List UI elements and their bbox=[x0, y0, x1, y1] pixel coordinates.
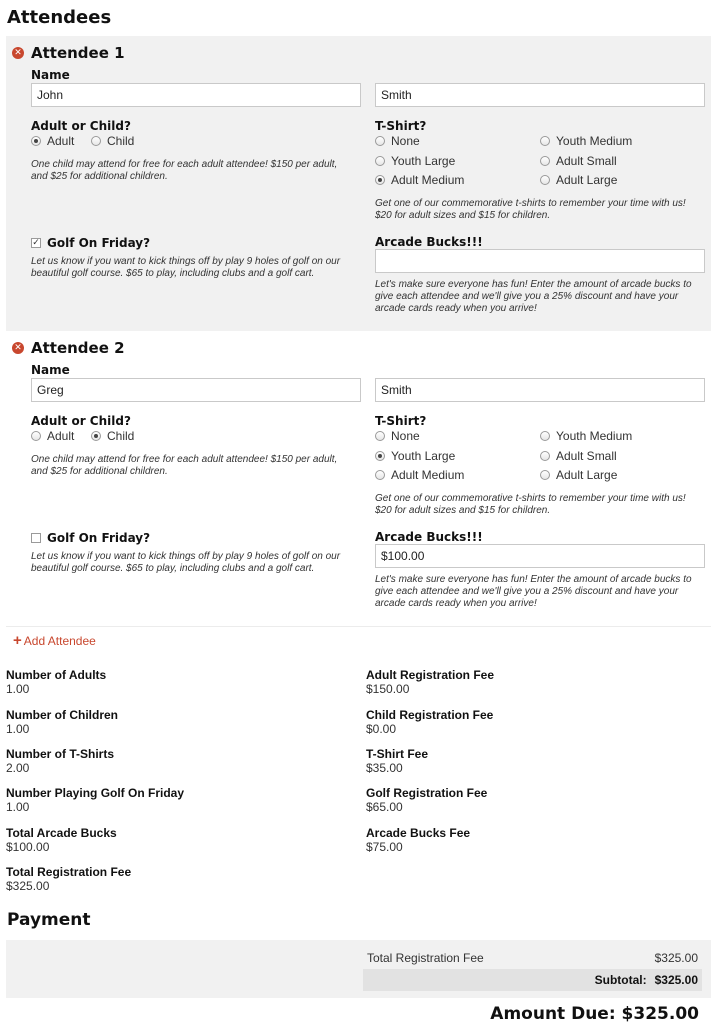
summary-golf bbox=[6, 786, 184, 814]
radio-child[interactable] bbox=[91, 429, 134, 443]
subtotal-label: Subtotal: bbox=[594, 973, 647, 987]
payment-line-label: Total Registration Fee bbox=[367, 951, 484, 965]
summary-label: Total Registration Fee bbox=[6, 865, 132, 879]
payment-line bbox=[363, 947, 702, 969]
radio-label: Child bbox=[107, 429, 135, 443]
golf-label: Golf On Friday? bbox=[47, 531, 151, 545]
summary-value: $325.00 bbox=[6, 879, 50, 893]
add-attendee-label: Add Attendee bbox=[23, 634, 96, 648]
summary-value: $0.00 bbox=[366, 722, 397, 736]
attendee-title: Attendee 2 bbox=[31, 339, 125, 357]
radio-dot bbox=[375, 136, 385, 146]
radio-dot bbox=[31, 431, 41, 441]
summary-value: 1.00 bbox=[6, 682, 30, 696]
arcade-label: Arcade Bucks!!! bbox=[375, 235, 483, 249]
attendee-header bbox=[12, 339, 125, 357]
attendee-panel bbox=[6, 331, 711, 626]
summary-arcade bbox=[6, 826, 117, 854]
summary-label: Total Arcade Bucks bbox=[6, 826, 117, 840]
adult-child-label: Adult or Child? bbox=[31, 414, 131, 428]
summary-label: T-Shirt Fee bbox=[366, 747, 429, 761]
adult-child-label: Adult or Child? bbox=[31, 119, 131, 133]
golf-help: Let us know if you want to kick things off by play 9 holes of golf on our beautiful golf course. $65 to play, including clubs and a golf cart. bbox=[31, 551, 341, 574]
summary-golf-fee bbox=[366, 786, 487, 814]
summary-arcade-fee bbox=[366, 826, 470, 854]
radio-label: Youth Medium bbox=[556, 134, 633, 148]
radio-child[interactable] bbox=[91, 134, 134, 148]
radio-label: None bbox=[391, 134, 420, 148]
radio-label: Youth Large bbox=[391, 449, 456, 463]
radio-label: Adult Small bbox=[556, 449, 617, 463]
radio-shirt-youth-large[interactable] bbox=[375, 449, 455, 463]
radio-label: Adult bbox=[47, 429, 75, 443]
radio-label: Adult bbox=[47, 134, 75, 148]
radio-dot bbox=[540, 136, 550, 146]
last-name-input[interactable]: Smith bbox=[375, 83, 705, 107]
summary-label: Golf Registration Fee bbox=[366, 786, 488, 800]
plus-icon: + bbox=[13, 632, 22, 649]
summary-value: 1.00 bbox=[6, 722, 30, 736]
summary-label: Number of T-Shirts bbox=[6, 747, 115, 761]
adult-child-help: One child may attend for free for each adult attendee! $150 per adult, and $25 for additional children. bbox=[31, 454, 338, 477]
summary-children bbox=[6, 708, 118, 736]
summary-adult-fee bbox=[366, 668, 494, 696]
summary-label: Number of Adults bbox=[6, 668, 107, 682]
radio-shirt-youth-medium[interactable] bbox=[540, 429, 632, 443]
divider bbox=[6, 626, 711, 627]
radio-shirt-youth-medium[interactable] bbox=[540, 134, 632, 148]
tshirt-help: Get one of our commemorative t-shirts to remember your time with us! $20 for adult sizes and $15 for children. bbox=[375, 198, 686, 221]
attendee-panel bbox=[6, 36, 711, 331]
arcade-input[interactable]: $100.00 bbox=[375, 544, 705, 568]
radio-adult[interactable] bbox=[31, 134, 74, 148]
radio-dot bbox=[91, 136, 101, 146]
summary-label: Child Registration Fee bbox=[366, 708, 494, 722]
attendee-title: Attendee 1 bbox=[31, 44, 125, 62]
summary-value: $35.00 bbox=[366, 761, 403, 775]
arcade-label: Arcade Bucks!!! bbox=[375, 530, 483, 544]
last-name-input[interactable]: Smith bbox=[375, 378, 705, 402]
radio-dot bbox=[540, 470, 550, 480]
radio-shirt-adult-medium[interactable] bbox=[375, 173, 464, 187]
arcade-help: Let's make sure everyone has fun! Enter the amount of arcade bucks to give each attendee and we'll give you a 25% discount and have your arcade cards ready when you arrive! bbox=[375, 279, 692, 314]
radio-shirt-adult-small[interactable] bbox=[540, 154, 617, 168]
first-name-input[interactable]: Greg bbox=[31, 378, 361, 402]
tshirt-label: T-Shirt? bbox=[375, 119, 427, 133]
radio-shirt-adult-large[interactable] bbox=[540, 468, 617, 482]
summary-label: Number of Children bbox=[6, 708, 119, 722]
tshirt-label: T-Shirt? bbox=[375, 414, 427, 428]
subtotal-row bbox=[363, 969, 702, 991]
radio-label: Adult Medium bbox=[391, 468, 465, 482]
summary-label: Number Playing Golf On Friday bbox=[6, 786, 185, 800]
radio-label: Adult Medium bbox=[391, 173, 465, 187]
radio-dot bbox=[540, 175, 550, 185]
amount-due: Amount Due: $325.00 bbox=[490, 1004, 699, 1024]
radio-shirt-adult-small[interactable] bbox=[540, 449, 617, 463]
summary-value: $65.00 bbox=[366, 800, 403, 814]
radio-label: Youth Large bbox=[391, 154, 456, 168]
radio-dot bbox=[540, 431, 550, 441]
summary-adults bbox=[6, 668, 106, 696]
page-title: Attendees bbox=[7, 7, 112, 28]
first-name-input[interactable]: John bbox=[31, 83, 361, 107]
summary-total bbox=[6, 865, 131, 893]
radio-shirt-youth-large[interactable] bbox=[375, 154, 455, 168]
radio-dot bbox=[31, 136, 41, 146]
name-label: Name bbox=[31, 363, 70, 377]
summary-value: 2.00 bbox=[6, 761, 30, 775]
payment-title: Payment bbox=[7, 910, 91, 930]
radio-shirt-adult-large[interactable] bbox=[540, 173, 617, 187]
remove-attendee-icon[interactable]: ✕ bbox=[12, 342, 24, 354]
arcade-help: Let's make sure everyone has fun! Enter the amount of arcade bucks to give each attendee and we'll give you a 25% discount and have your arcade cards ready when you arrive! bbox=[375, 574, 692, 609]
radio-label: Youth Medium bbox=[556, 429, 633, 443]
radio-adult[interactable] bbox=[31, 429, 74, 443]
radio-shirt-none[interactable] bbox=[375, 134, 420, 148]
radio-dot bbox=[375, 156, 385, 166]
summary-value: 1.00 bbox=[6, 800, 30, 814]
radio-label: Child bbox=[107, 134, 135, 148]
radio-dot bbox=[540, 156, 550, 166]
summary-label: Arcade Bucks Fee bbox=[366, 826, 471, 840]
golf-help: Let us know if you want to kick things off by play 9 holes of golf on our beautiful golf course. $65 to play, including clubs and a golf cart. bbox=[31, 256, 341, 279]
summary-tshirts bbox=[6, 747, 114, 775]
summary-value: $75.00 bbox=[366, 840, 403, 854]
radio-dot bbox=[91, 431, 101, 441]
arcade-input[interactable] bbox=[375, 249, 705, 273]
radio-dot bbox=[375, 451, 385, 461]
add-attendee-link[interactable] bbox=[13, 634, 96, 648]
summary-label: Adult Registration Fee bbox=[366, 668, 495, 682]
radio-dot bbox=[375, 431, 385, 441]
tshirt-help: Get one of our commemorative t-shirts to remember your time with us! $20 for adult sizes and $15 for children. bbox=[375, 493, 686, 516]
remove-attendee-icon[interactable]: ✕ bbox=[12, 47, 24, 59]
radio-shirt-none[interactable] bbox=[375, 429, 420, 443]
radio-dot bbox=[540, 451, 550, 461]
radio-shirt-adult-medium[interactable] bbox=[375, 468, 464, 482]
summary-value: $100.00 bbox=[6, 840, 50, 854]
payment-line-value: $325.00 bbox=[654, 951, 698, 965]
radio-label: Adult Small bbox=[556, 154, 617, 168]
summary-value: $150.00 bbox=[366, 682, 410, 696]
golf-checkbox[interactable] bbox=[31, 533, 41, 543]
radio-label: None bbox=[391, 429, 420, 443]
radio-dot bbox=[375, 470, 385, 480]
summary-child-fee bbox=[366, 708, 493, 736]
radio-dot bbox=[375, 175, 385, 185]
radio-label: Adult Large bbox=[556, 173, 618, 187]
summary-tshirt-fee bbox=[366, 747, 428, 775]
name-label: Name bbox=[31, 68, 70, 82]
golf-label: Golf On Friday? bbox=[47, 236, 151, 250]
attendee-header bbox=[12, 44, 125, 62]
radio-label: Adult Large bbox=[556, 468, 618, 482]
subtotal-value: $325.00 bbox=[654, 973, 698, 987]
golf-checkbox[interactable]: ✓ bbox=[32, 238, 40, 248]
adult-child-help: One child may attend for free for each adult attendee! $150 per adult, and $25 for additional children. bbox=[31, 159, 338, 182]
